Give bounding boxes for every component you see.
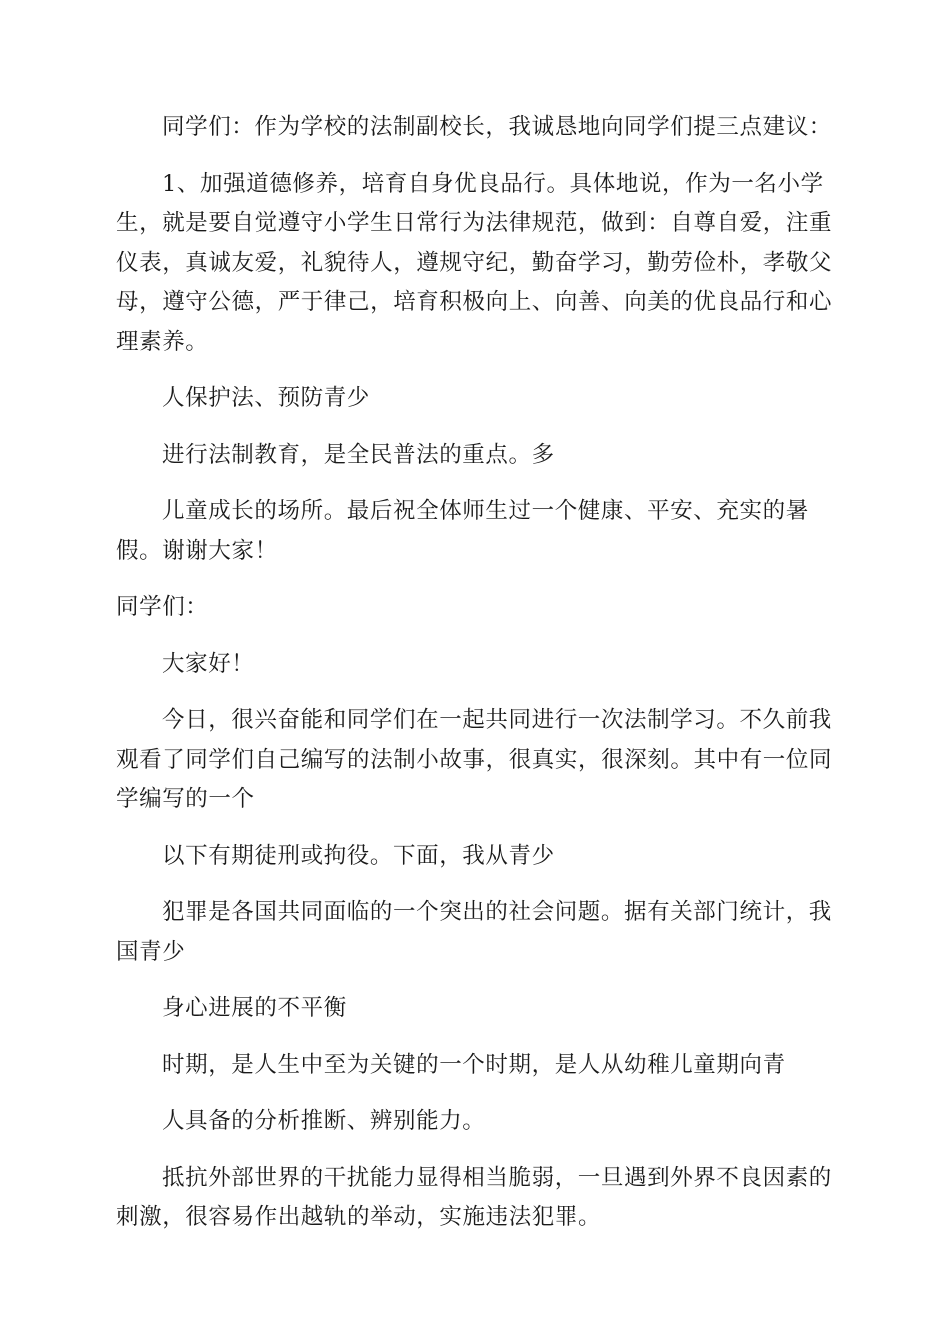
paragraph-vulnerability: 抵抗外部世界的干扰能力显得相当脆弱，一旦遇到外界不良因素的刺激，很容易作出越轨的举动，实施违法犯罪。 — [116, 1164, 832, 1230]
paragraph-fragment-protection-law: 人保护法、预防青少 — [162, 385, 370, 411]
paragraph-closing-wishes: 儿童成长的场所。最后祝全体师生过一个健康、平安、充实的暑假。谢谢大家！ — [116, 498, 809, 564]
paragraph-fragment-sentence: 以下有期徒刑或拘役。下面，我从青少 — [162, 842, 555, 869]
paragraph-advice-intro: 同学们：作为学校的法制副校长，我诚恳地向同学们提三点建议： — [162, 114, 832, 140]
paragraph-greeting: 大家好！ — [162, 650, 255, 677]
paragraph-fragment-legal-education: 进行法制教育，是全民普法的重点。多 — [162, 441, 555, 468]
document-body — [116, 108, 834, 1255]
paragraph-fragment-judgment: 人具备的分析推断、辨别能力。 — [162, 1108, 486, 1134]
paragraph-fragment-development: 身心进展的不平衡 — [162, 995, 347, 1021]
paragraph-advice-one: 1、加强道德修养，培育自身优良品行。具体地说，作为一名小学生，就是要自觉遵守小学生日常行为法律规范，做到：自尊自爱，注重仪表，真诚友爱，礼貌待人，遵规守纪，勤奋学习，勤劳俭朴，孝敬父母，遵守公德，严于律己，培育积极向上、向善、向美的优良品行和心理素养。 — [116, 170, 833, 355]
paragraph-opening: 今日，很兴奋能和同学们在一起共同进行一次法制学习。不久前我观看了同学们自己编写的法制小故事，很真实，很深刻。其中有一位同学编写的一个 — [116, 707, 833, 812]
paragraph-salutation: 同学们： — [116, 594, 209, 620]
paragraph-critical-period: 时期，是人生中至为关键的一个时期，是人从幼稚儿童期向青 — [162, 1051, 786, 1078]
paragraph-crime-statistics: 犯罪是各国共同面临的一个突出的社会问题。据有关部门统计，我国青少 — [116, 899, 832, 965]
